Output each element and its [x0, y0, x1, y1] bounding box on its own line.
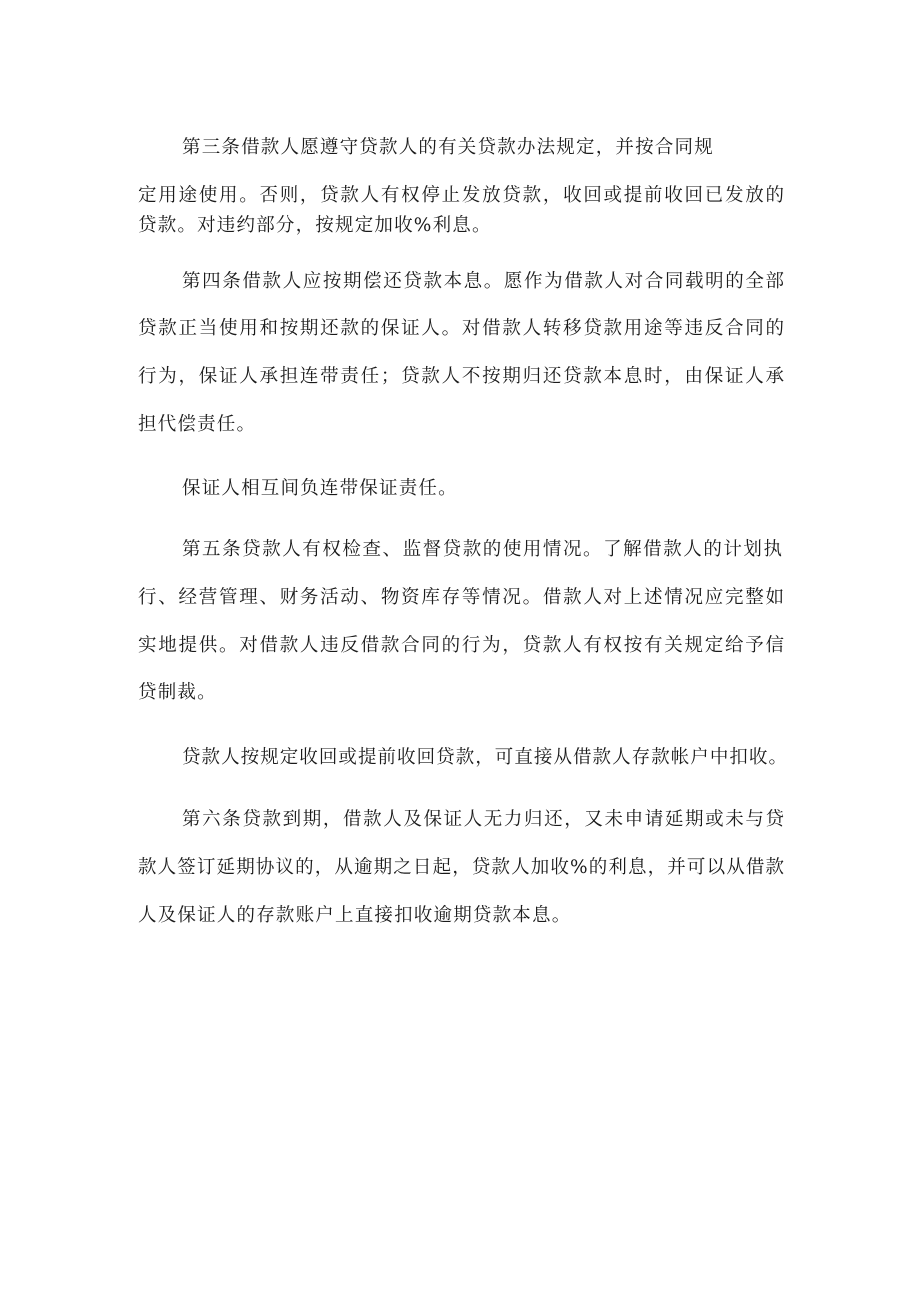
article-4-line-2: 贷款正当使用和按期还款的保证人。对借款人转移贷款用途等违反合同的: [138, 318, 784, 339]
article-3-line-1: 第三条借款人愿遵守贷款人的有关贷款办法规定，并按合同规: [182, 137, 714, 158]
article-3-line-2: 定用途使用。否则，贷款人有权停止发放贷款，收回或提前收回已发放的: [138, 185, 784, 206]
article-6-line-3: 人及保证人的存款账户上直接扣收逾期贷款本息。: [138, 905, 572, 926]
article-4-line-3: 行为，保证人承担连带责任；贷款人不按期归还贷款本息时，由保证人承: [138, 366, 784, 387]
guarantor-joint-liability: 保证人相互间负连带保证责任。: [182, 478, 458, 499]
article-5-line-1: 第五条贷款人有权检查、监督贷款的使用情况。了解借款人的计划执: [182, 539, 782, 560]
article-5-line-2: 行、经营管理、财务活动、物资库存等情况。借款人对上述情况应完整如: [138, 587, 784, 608]
lender-deduction-clause: 贷款人按规定收回或提前收回贷款，可直接从借款人存款帐户中扣收。: [182, 747, 787, 768]
article-5-line-3: 实地提供。对借款人违反借款合同的行为，贷款人有权按有关规定给予信: [138, 635, 784, 656]
article-4-line-1: 第四条借款人应按期偿还贷款本息。愿作为借款人对合同载明的全部: [182, 271, 784, 292]
article-3-line-3: 贷款。对违约部分，按规定加收%利息。: [138, 215, 492, 236]
article-5-line-4: 贷制裁。: [138, 682, 217, 703]
article-4-line-4: 担代偿责任。: [138, 414, 257, 435]
article-6-line-1: 第六条贷款到期，借款人及保证人无力归还，又未申请延期或未与贷: [182, 809, 784, 830]
article-6-line-2: 款人签订延期协议的，从逾期之日起，贷款人加收%的利息，并可以从借款: [138, 857, 784, 878]
